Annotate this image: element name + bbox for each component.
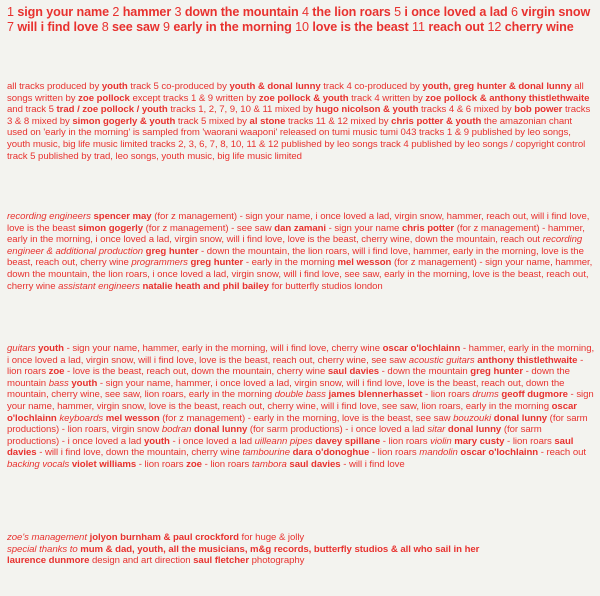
credit-text: - will i find love xyxy=(340,458,405,470)
credit-role: acoustic guitars xyxy=(408,354,475,366)
credit-name: greg hunter xyxy=(145,245,199,257)
credit-name: greg hunter xyxy=(470,366,524,378)
credit-name: oscar o'lochlainn xyxy=(460,447,539,459)
credit-text: all tracks produced by xyxy=(7,81,102,92)
credit-name: youth & donal lunny xyxy=(229,81,321,92)
credit-role: recording engineers xyxy=(7,211,91,222)
track-item xyxy=(412,20,484,34)
track-number: 4 xyxy=(301,5,309,19)
track-title: will i find love xyxy=(17,19,99,34)
management-and-thanks xyxy=(7,532,595,567)
credit-name: youth xyxy=(101,81,128,92)
credit-text: - will i find love, down the mountain, cherry wine xyxy=(36,447,243,459)
track-title: reach out xyxy=(428,19,485,34)
track-number: 10 xyxy=(295,19,309,34)
credit-text: - hammer, early in the morning, i once loved a lad, virgin snow, will i find love, love is the beast, reach out, cherry wine, see saw xyxy=(7,343,595,366)
credit-text: - lion roars xyxy=(7,354,584,378)
credit-text: - lion roars xyxy=(136,458,187,470)
credit-role: keyboards xyxy=(59,412,104,424)
credit-text: - i once loved a lad xyxy=(169,435,255,447)
credit-name: youth, greg hunter xyxy=(422,81,507,92)
track-item xyxy=(295,20,409,34)
track-number: 2 xyxy=(112,5,120,19)
track-number: 6 xyxy=(510,5,518,19)
credit-name: donal lunny xyxy=(447,424,502,436)
credit-text: - sign your name, hammer, virgin snow, love is the beast, reach out, cherry wine, will i find love, see saw, lion roars, early in the morning xyxy=(7,389,594,412)
credit-text: - love is the beast, reach out, down the mountain, cherry wine xyxy=(64,366,328,378)
track-number: 7 xyxy=(7,19,14,34)
engineer-credits xyxy=(7,211,595,292)
credit-name: saul davies xyxy=(7,435,574,459)
credit-name: mel wesson xyxy=(105,412,160,424)
credit-name: zoe pollock & youth xyxy=(258,92,349,104)
track-item xyxy=(175,5,299,19)
track-number: 9 xyxy=(163,19,170,34)
credit-text: (for z management) - hammer, early in the morning, i once loved a lad, virgin snow, will i find love, love is the beast, cherry wine, down the mountain, reach out xyxy=(7,222,585,246)
credit-text: tracks 11 & 12 mixed by xyxy=(285,115,392,127)
track-number: 11 xyxy=(412,19,425,34)
credit-name: mary custy xyxy=(454,435,505,447)
credit-text: for butterfly studios london xyxy=(268,280,383,292)
credit-text: track 5 mixed by xyxy=(175,115,250,127)
track-title: i once loved a lad xyxy=(404,5,508,19)
track-number: 12 xyxy=(487,19,502,34)
track-item xyxy=(102,20,160,34)
credit-role: backing vocals xyxy=(7,458,70,470)
track-title: cherry wine xyxy=(504,19,574,34)
musician-credits xyxy=(7,343,595,471)
credit-text: design and art direction xyxy=(89,555,194,567)
credit-role: special thanks to xyxy=(7,543,78,555)
credit-name: chris potter xyxy=(401,222,455,234)
track-item xyxy=(302,5,391,19)
credit-text: track 4 written by xyxy=(348,92,426,104)
credit-name: youth xyxy=(71,377,98,389)
credit-name: mum & dad, youth, all the musicians, m&g records, butterfly studios & all who sail in her xyxy=(80,543,480,555)
credit-name: donal lunny xyxy=(194,424,248,436)
credit-text: (for z management) - sign your name, hammer, down the mountain, the lion roars, i once loved a lad, virgin snow, will i find love, see saw, early in the morning, love is the beast, reach out, cherry wine xyxy=(7,257,593,292)
credit-role: recording engineer & additional production xyxy=(7,234,583,257)
credit-name: al stone xyxy=(249,115,286,127)
credit-role: bass xyxy=(48,377,69,389)
credit-name: zoe xyxy=(186,458,202,470)
track-item xyxy=(7,5,109,19)
credit-text: - lion roars xyxy=(380,435,431,447)
credit-text: and track 5 xyxy=(7,104,57,116)
track-item xyxy=(163,20,292,34)
credit-text: track 4 co-produced by xyxy=(320,81,423,92)
credit-text: track 5 co-produced by xyxy=(127,81,230,92)
track-item xyxy=(112,5,171,19)
credit-text: - reach out xyxy=(538,447,587,459)
track-item xyxy=(7,20,98,34)
credit-text: (for z management) - early in the morning, love is the beast, see saw xyxy=(159,412,454,424)
credit-text: tracks 4 & 6 mixed by xyxy=(418,104,515,116)
credit-name: saul fletcher xyxy=(193,555,250,567)
track-item xyxy=(488,20,574,34)
track-title: see saw xyxy=(112,19,160,34)
credit-name: zoe pollock & anthony thistlethwaite xyxy=(425,92,590,104)
credit-name: saul davies xyxy=(289,458,341,470)
credit-name: laurence dunmore xyxy=(7,555,90,567)
credit-role: zoe's management xyxy=(7,532,87,543)
credit-text: - lion roars xyxy=(422,389,473,401)
track-title: early in the morning xyxy=(173,19,292,34)
credit-text: - lion roars xyxy=(201,458,252,470)
credit-role: drums xyxy=(472,389,499,401)
credit-name: geoff dugmore xyxy=(501,389,568,401)
credit-text: photography xyxy=(249,555,305,567)
credit-name: violet williams xyxy=(71,458,137,470)
credit-name: simon gogerly & youth xyxy=(72,115,176,127)
credit-text: - lion roars xyxy=(369,447,420,459)
credit-name: oscar o'lochlainn xyxy=(382,343,461,354)
credit-role: guitars xyxy=(7,343,36,354)
track-title: love is the beast xyxy=(312,19,409,34)
track-title: down the mountain xyxy=(184,5,299,19)
credit-text: - lion roars xyxy=(504,435,555,447)
credit-name: saul davies xyxy=(327,366,380,378)
credit-text: - down the mountain, the lion roars, will i find love, hammer, early in the morning, love is the beast, reach out, cherry wine xyxy=(7,245,584,269)
credit-name: dan zamani xyxy=(274,222,327,234)
credit-name: donal lunny xyxy=(493,412,548,424)
credit-text: (for sarm productions) - lion roars, virgin snow xyxy=(7,412,588,436)
tracklist xyxy=(7,5,595,34)
track-item xyxy=(394,5,508,19)
credit-name: trad / zoe pollock / youth xyxy=(56,104,168,116)
credit-role: double bass xyxy=(274,389,326,401)
credit-role: programmers xyxy=(131,257,188,269)
credit-role: assistant engineers xyxy=(58,280,140,292)
credit-role: violin xyxy=(430,435,452,447)
credit-text: - sign your name, hammer, i once loved a lad, virgin snow, will i find love, love is the beast, reach out, down the mountain, cherry wine, see saw, lion roars, early in the morning xyxy=(7,377,565,401)
credit-role: uilleann pipes xyxy=(254,435,313,447)
credit-name: bob power xyxy=(514,104,563,116)
track-item xyxy=(511,5,590,19)
credit-text: - down the mountain xyxy=(379,366,471,378)
track-number: 5 xyxy=(394,5,401,19)
credit-text: (for z management) - see saw xyxy=(143,222,275,234)
credit-name: mel wesson xyxy=(337,257,392,269)
credit-text: - sign your name xyxy=(326,222,402,234)
credit-text: - early in the morning xyxy=(243,257,338,269)
track-number: 1 xyxy=(7,5,14,19)
credit-text: (for sarm productions) - i once loved a lad xyxy=(7,424,542,447)
credit-name: youth xyxy=(143,435,170,447)
credit-name: simon gogerly xyxy=(78,222,144,234)
credit-name: spencer may xyxy=(93,211,152,222)
credit-name: zoe xyxy=(48,366,65,378)
credit-name: oscar o'lochlainn xyxy=(7,400,577,424)
track-title: hammer xyxy=(122,5,172,19)
credit-role: tambora xyxy=(251,458,287,470)
credit-name: james blennerhasset xyxy=(328,389,423,401)
credit-text: (for z management) - sign your name, i once loved a lad, virgin snow, hammer, reach out, will i find love, love is the beast xyxy=(7,211,590,234)
credit-role: sitar xyxy=(427,424,446,436)
track-title: virgin snow xyxy=(521,5,591,19)
credit-role: bodran xyxy=(161,424,192,436)
credit-text: all songs written by xyxy=(7,81,584,104)
credit-name: natalie heath and phil bailey xyxy=(142,280,269,292)
credit-role: tambourine xyxy=(242,447,290,459)
credit-text: except tracks 1 & 9 written by xyxy=(129,92,259,104)
credit-name: anthony thistlethwaite xyxy=(477,354,578,366)
credit-text: - down the mountain xyxy=(7,366,570,389)
credit-name: greg hunter xyxy=(190,257,244,269)
credit-name: zoe pollock xyxy=(78,92,130,104)
credit-text: - sign your name, hammer, early in the morning, will i find love, cherry wine xyxy=(63,343,383,354)
credit-text: tracks 3 & 8 mixed by xyxy=(7,104,591,127)
credit-name: chris potter & youth xyxy=(391,115,482,127)
credit-text: tracks 1, 2, 7, 9, 10 & 11 mixed by xyxy=(167,104,316,116)
credit-name: & donal lunny xyxy=(508,81,572,92)
track-number: 8 xyxy=(101,19,109,34)
credit-text: the amazonian chant used on 'early in the morning' is sampled from 'waorani waaponi' released on tumi music tumi 043 tracks 1 & 9 published by leo songs, youth music, big life music limited tracks 2, 3, 6, 7, 8, 10, 11 & 12 published by leo songs track 4 published by leo songs / copyright control track 5 published by trad, leo songs, youth music, big life music limited xyxy=(7,115,586,162)
credit-role: mandolin xyxy=(419,447,458,459)
credit-name: dara o'donoghue xyxy=(292,447,370,459)
credit-name: jolyon burnham & paul crockford xyxy=(89,532,239,543)
track-number: 3 xyxy=(174,5,182,19)
credit-name: youth xyxy=(38,343,64,354)
credit-name: davey spillane xyxy=(315,435,381,447)
track-title: sign your name xyxy=(17,5,109,19)
credit-role: bouzouki xyxy=(453,412,492,424)
credit-name: hugo nicolson & youth xyxy=(315,104,419,116)
production-credits xyxy=(7,81,595,162)
credit-text: (for sarm productions) - i once loved a lad xyxy=(247,424,428,436)
credit-text: for huge & jolly xyxy=(238,532,305,543)
track-title: the lion roars xyxy=(312,5,391,19)
